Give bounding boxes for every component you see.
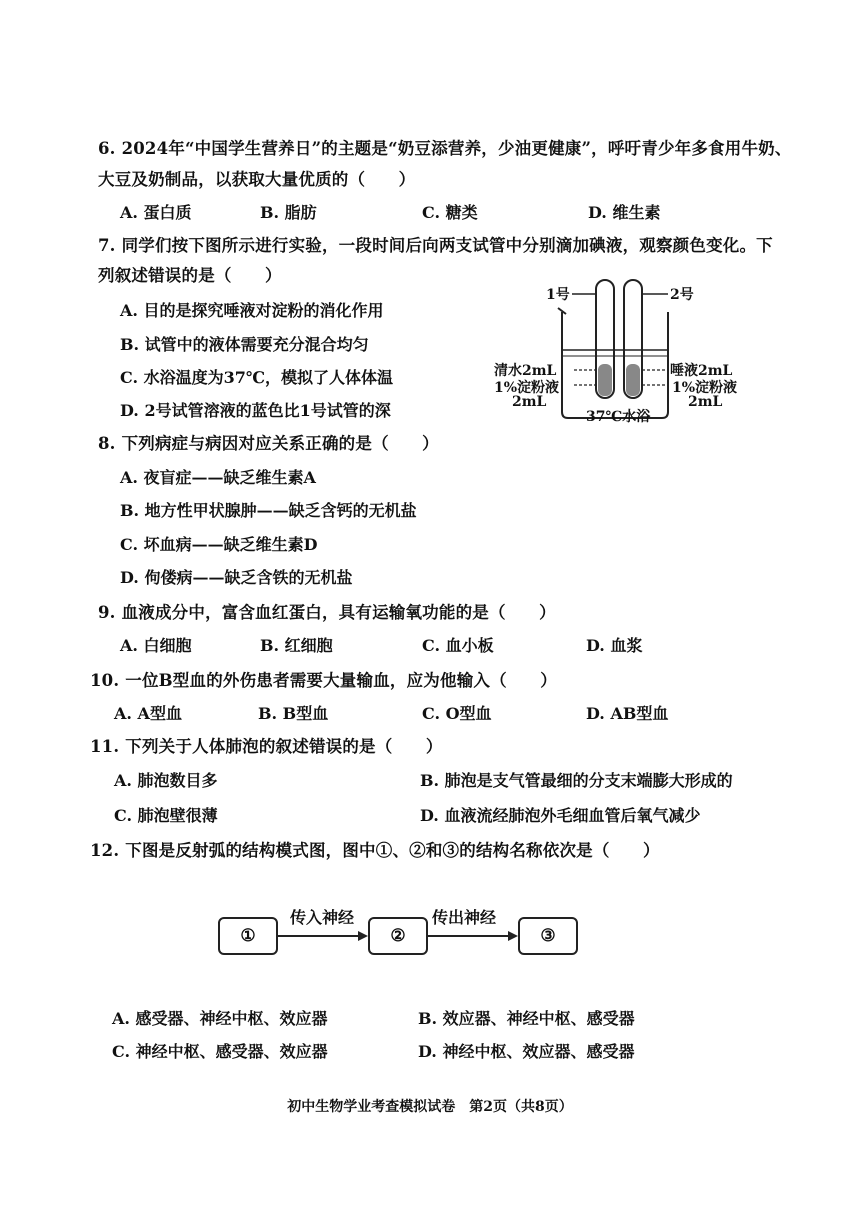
q7-option-c: C. 水浴温度为37℃，模拟了人体体温 [120, 368, 394, 387]
q7-experiment-figure [490, 272, 750, 432]
q10-option-b: B. B型血 [258, 704, 329, 723]
q10-option-a: A. A型血 [114, 704, 182, 723]
q6-option-d: D. 维生素 [588, 203, 661, 222]
right-label-line2: 1%淀粉液 [672, 380, 738, 396]
diagram-arrows [210, 905, 590, 965]
q8-option-a: A. 夜盲症——缺乏维生素A [120, 468, 316, 487]
q8-option-b: B. 地方性甲状腺肿——缺乏含钙的无机盐 [120, 501, 417, 520]
q12-option-a: A. 感受器、神经中枢、效应器 [112, 1009, 328, 1028]
q12-option-d: D. 神经中枢、效应器、感受器 [418, 1042, 635, 1061]
q11-option-b: B. 肺泡是支气管最细的分支末端膨大形成的 [420, 771, 733, 790]
right-label-line1: 唾液2mL [670, 363, 733, 379]
q7-option-a: A. 目的是探究唾液对淀粉的消化作用 [120, 301, 384, 320]
q6-option-c: C. 糖类 [422, 203, 478, 222]
tube2-label: 2号 [670, 287, 694, 303]
reflex-arc-diagram [210, 905, 590, 965]
q8-option-c: C. 坏血病——缺乏维生素D [120, 535, 318, 554]
efferent-nerve-label: 传出神经 [432, 908, 497, 927]
q8-stem: 8. 下列病症与病因对应关系正确的是（ ） [98, 434, 439, 453]
q6-option-b: B. 脂肪 [260, 203, 317, 222]
water-bath-label: 37℃水浴 [586, 409, 651, 425]
q7-stem-line1: 7. 同学们按下图所示进行实验，一段时间后向两支试管中分别滴加碘液，观察颜色变化。下 [98, 236, 773, 255]
q11-option-c: C. 肺泡壁很薄 [114, 806, 218, 825]
q9-option-c: C. 血小板 [422, 636, 494, 655]
q9-option-b: B. 红细胞 [260, 636, 333, 655]
q7-option-d: D. 2号试管溶液的蓝色比1号试管的深 [120, 401, 391, 420]
q10-stem: 10. 一位B型血的外伤患者需要大量输血，应为他输入（ ） [90, 671, 557, 690]
q8-option-d: D. 佝偻病——缺乏含铁的无机盐 [120, 568, 353, 587]
q7-stem-line2: 列叙述错误的是（ ） [98, 266, 282, 285]
left-label-line3: 2mL [512, 394, 547, 410]
q10-option-d: D. AB型血 [586, 704, 669, 723]
q6-stem-line2: 大豆及奶制品，以获取大量优质的（ ） [98, 170, 416, 189]
q9-stem: 9. 血液成分中，富含血红蛋白，具有运输氧功能的是（ ） [98, 603, 556, 622]
q11-option-d: D. 血液流经肺泡外毛细血管后氧气减少 [420, 806, 701, 825]
q6-stem-line1: 6. 2024年“中国学生营养日”的主题是“奶豆添营养，少油更健康”，呼吁青少年多食用牛奶、 [98, 139, 792, 158]
afferent-nerve-label: 传入神经 [290, 908, 355, 927]
q12-stem: 12. 下图是反射弧的结构模式图，图中①、②和③的结构名称依次是（ ） [90, 841, 660, 860]
page-footer: 初中生物学业考查模拟试卷 第2页（共8页） [287, 1099, 573, 1115]
q12-option-b: B. 效应器、神经中枢、感受器 [418, 1009, 635, 1028]
diagram-box-3: ③ [518, 917, 578, 955]
right-label-line3: 2mL [688, 394, 723, 410]
tube1-label: 1号 [546, 287, 570, 303]
q7-option-b: B. 试管中的液体需要充分混合均匀 [120, 335, 369, 354]
q9-option-a: A. 白细胞 [120, 636, 192, 655]
q10-option-c: C. O型血 [422, 704, 492, 723]
q12-option-c: C. 神经中枢、感受器、效应器 [112, 1042, 328, 1061]
left-label-line2: 1%淀粉液 [494, 380, 560, 396]
q6-option-a: A. 蛋白质 [120, 203, 192, 222]
q11-option-a: A. 肺泡数目多 [114, 771, 218, 790]
q11-stem: 11. 下列关于人体肺泡的叙述错误的是（ ） [90, 737, 443, 756]
diagram-box-2: ② [368, 917, 428, 955]
diagram-box-1: ① [218, 917, 278, 955]
left-label-line1: 清水2mL [494, 363, 557, 379]
q9-option-d: D. 血浆 [586, 636, 643, 655]
